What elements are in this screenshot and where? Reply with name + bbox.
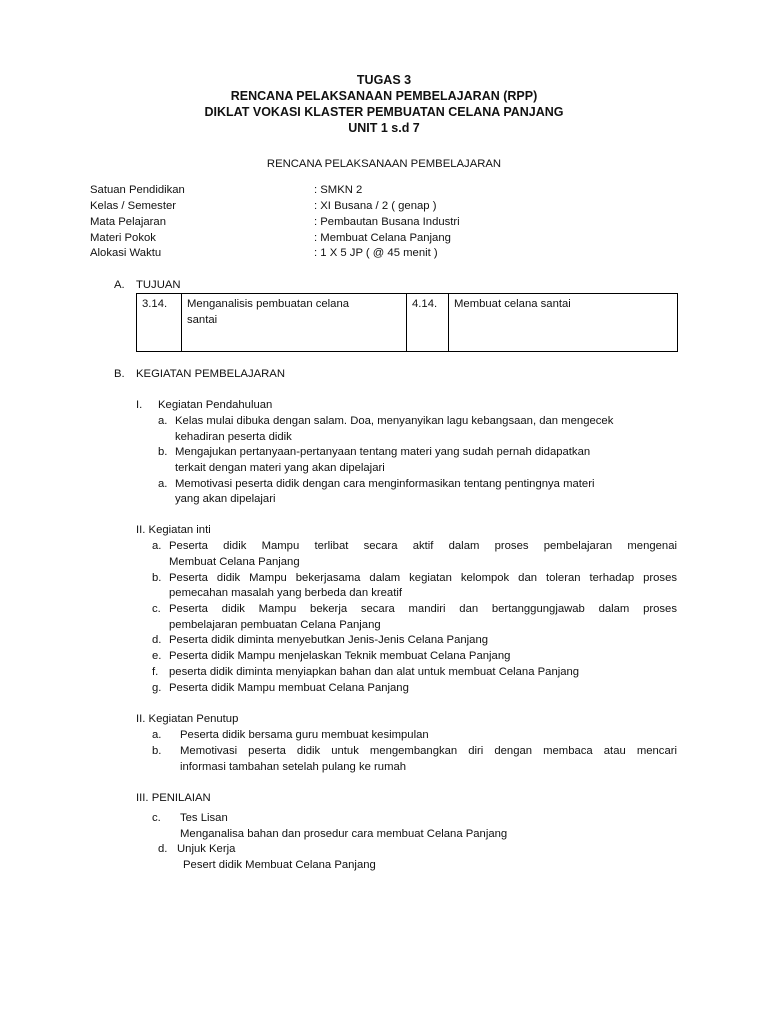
kd-text-cell xyxy=(449,294,678,352)
subsection-heading-penutup: II. Kegiatan Penutup xyxy=(136,713,239,725)
list-item-text: yang akan dipelajari xyxy=(175,493,276,505)
list-item-marker: b. xyxy=(158,446,168,458)
identity-value: : Pembautan Busana Industri xyxy=(314,216,460,228)
identity-label: Satuan Pendidikan xyxy=(90,184,185,196)
section-subtitle: RENCANA PELAKSANAAN PEMBELAJARAN xyxy=(266,158,502,170)
subsection-marker: I. xyxy=(136,399,143,411)
assessment-title: Unjuk Kerja xyxy=(177,843,236,855)
list-item-marker: a. xyxy=(158,478,168,490)
section-marker: A. xyxy=(114,279,125,291)
list-item-marker: e. xyxy=(152,650,162,662)
list-item-text: Peserta didik diminta menyebutkan Jenis-Jenis Celana Panjang xyxy=(169,634,489,646)
list-item-text: peserta didik diminta menyiapkan bahan dan alat untuk membuat Celana Panjang xyxy=(169,666,580,678)
list-item-text: Peserta didik Mampu terlibat secara aktif dalam proses pembelajaran mengenai xyxy=(169,540,677,552)
list-item-marker: d. xyxy=(158,843,168,855)
list-item-text: Peserta didik Mampu bekerja secara mandiri dan bertanggungjawab dalam proses xyxy=(169,603,677,615)
document-title-line-4: UNIT 1 s.d 7 xyxy=(348,121,420,135)
identity-value: : Membuat Celana Panjang xyxy=(314,232,451,244)
document-title-line-3: DIKLAT VOKASI KLASTER PEMBUATAN CELANA PANJANG xyxy=(204,105,564,119)
list-item-text: Peserta didik bersama guru membuat kesimpulan xyxy=(180,729,429,741)
list-item-marker: b. xyxy=(152,745,162,757)
list-item-text: pembelajaran pembuatan Celana Panjang xyxy=(169,619,381,631)
kd-code-cell xyxy=(137,294,182,352)
kd-code-cell xyxy=(407,294,449,352)
list-item-text: Peserta didik Mampu bekerjasama dalam kegiatan kelompok dan toleran terhadap proses xyxy=(169,572,677,584)
list-item-marker: a. xyxy=(152,540,162,552)
list-item-text: Peserta didik Mampu membuat Celana Panjang xyxy=(169,682,409,694)
assessment-description: Pesert didik Membuat Celana Panjang xyxy=(183,859,376,871)
list-item-marker: a. xyxy=(158,415,168,427)
identity-value: : 1 X 5 JP ( @ 45 menit ) xyxy=(314,247,438,259)
kd-text-line: Menganalisis pembuatan celana xyxy=(187,298,350,310)
list-item-marker: d. xyxy=(152,634,162,646)
kd-text-line: Membuat celana santai xyxy=(454,298,571,310)
kd-text-line: santai xyxy=(187,314,218,326)
identity-label: Kelas / Semester xyxy=(90,200,177,212)
section-heading-kegiatan: KEGIATAN PEMBELAJARAN xyxy=(136,368,285,380)
kd-code: 4.14. xyxy=(412,298,438,310)
kd-text-cell xyxy=(182,294,407,352)
subsection-heading-inti: II. Kegiatan inti xyxy=(136,524,211,536)
document-title-line-2: RENCANA PELAKSANAAN PEMBELAJARAN (RPP) xyxy=(230,89,538,103)
list-item-marker: f. xyxy=(152,666,159,678)
section-heading-penilaian: III. PENILAIAN xyxy=(136,792,211,804)
list-item-text: Memotivasi peserta didik dengan cara menginformasikan tentang pentingnya materi xyxy=(175,478,595,490)
subsection-heading-pendahuluan: Kegiatan Pendahuluan xyxy=(158,399,273,411)
list-item-marker: g. xyxy=(152,682,162,694)
list-item-marker: a. xyxy=(152,729,162,741)
identity-label: Alokasi Waktu xyxy=(90,247,162,259)
list-item-text: Memotivasi peserta didik untuk mengembangkan diri dengan membaca atau mencari xyxy=(180,745,677,757)
list-item-text: kehadiran peserta didik xyxy=(175,431,292,443)
list-item-text: terkait dengan materi yang akan dipelajari xyxy=(175,462,385,474)
list-item-text: Mengajukan pertanyaan-pertanyaan tentang materi yang sudah pernah didapatkan xyxy=(175,446,591,458)
identity-value: : XI Busana / 2 ( genap ) xyxy=(314,200,437,212)
section-marker: B. xyxy=(114,368,125,380)
list-item-marker: c. xyxy=(152,603,161,615)
assessment-title: Tes Lisan xyxy=(180,812,228,824)
list-item-text: pemecahan masalah yang berbeda dan kreatif xyxy=(169,587,402,599)
identity-value: : SMKN 2 xyxy=(314,184,363,196)
list-item-marker: c. xyxy=(152,812,161,824)
tujuan-table xyxy=(136,293,678,352)
identity-label: Mata Pelajaran xyxy=(90,216,166,228)
document-title-line-1: TUGAS 3 xyxy=(356,73,412,87)
assessment-description: Menganalisa bahan dan prosedur cara membuat Celana Panjang xyxy=(180,828,508,840)
list-item-text: Kelas mulai dibuka dengan salam. Doa, menyanyikan lagu kebangsaan, dan mengecek xyxy=(175,415,614,427)
list-item-text: Peserta didik Mampu menjelaskan Teknik membuat Celana Panjang xyxy=(169,650,511,662)
list-item-text: Membuat Celana Panjang xyxy=(169,556,300,568)
kd-code: 3.14. xyxy=(142,298,168,310)
list-item-marker: b. xyxy=(152,572,162,584)
section-heading-tujuan: TUJUAN xyxy=(136,279,181,291)
identity-label: Materi Pokok xyxy=(90,232,156,244)
list-item-text: informasi tambahan setelah pulang ke rumah xyxy=(180,761,407,773)
